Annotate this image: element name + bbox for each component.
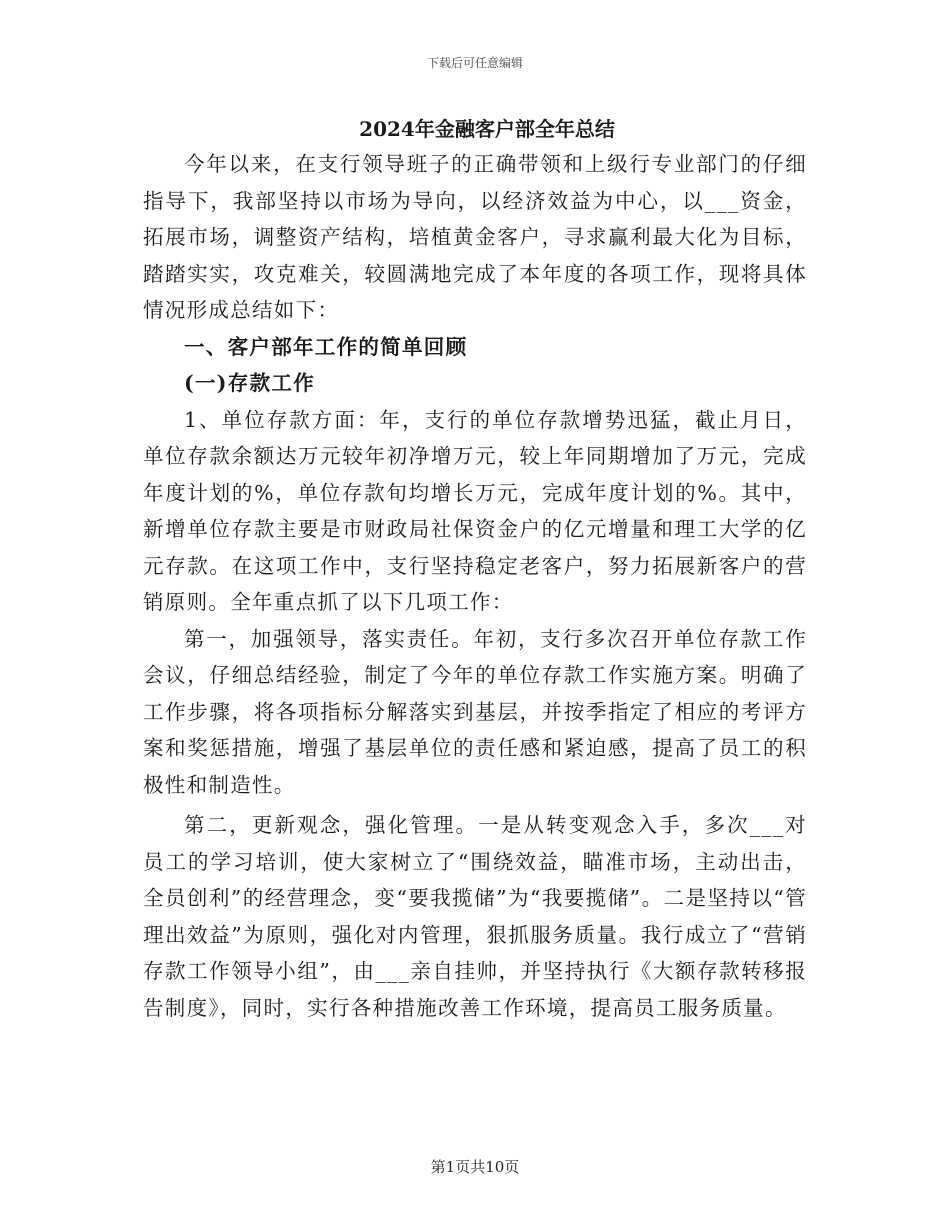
- paragraph-second-measure: 第二，更新观念，强化管理。一是从转变观念入手，多次___对员工的学习培训，使大家树立了“围绕效益，瞄准市场，主动出击，全员创利”的经营理念，变“要我揽储”为“我要揽储”。二是坚持以“管理出效益”为原则，强化对内管理，狠抓服务质量。我行成立了“营销存款工作领导小组”，由___亲自挂帅，并坚持执行《大额存款转移报告制度》，同时，实行各种措施改善工作环境，提高员工服务质量。: [143, 813, 807, 1020]
- intro-paragraph: 今年以来，在支行领导班子的正确带领和上级行专业部门的仔细指导下，我部坚持以市场为导向，以经济效益为中心，以___资金，拓展市场，调整资产结构，培植黄金客户，寻求赢利最大化为目标，踏踏实实，攻克难关，较圆满地完成了本年度的各项工作，现将具体情况形成总结如下：: [143, 152, 807, 322]
- subsection-heading-deposits: (一)存款工作: [184, 371, 315, 395]
- document-title: 2024年金融客户部全年总结: [359, 117, 615, 141]
- paragraph-unit-deposits: 1、单位存款方面：年，支行的单位存款增势迅猛，截止月日，单位存款余额达万元较年初净增万元，较上年同期增加了万元，完成年度计划的%，单位存款旬均增长万元，完成年度计划的%。其中，新增单位存款主要是市财政局社保资金户的亿元增量和理工大学的亿元存款。在这项工作中，支行坚持稳定老客户，努力拓展新客户的营销原则。全年重点抓了以下几项工作：: [143, 407, 807, 614]
- header-note: 下载后可任意编辑: [426, 56, 523, 70]
- document-body: [143, 112, 807, 1026]
- page-footer: 第1页共10页: [430, 1158, 520, 1176]
- section-heading-1: 一、客户部年工作的简单回顾: [184, 334, 468, 359]
- paragraph-first-measure: 第一，加强领导，落实责任。年初，支行多次召开单位存款工作会议，仔细总结经验，制定了今年的单位存款工作实施方案。明确了工作步骤，将各项指标分解落实到基层，并按季指定了相应的考评方案和奖惩措施，增强了基层单位的责任感和紧迫感，提高了员工的积极性和制造性。: [143, 626, 807, 797]
